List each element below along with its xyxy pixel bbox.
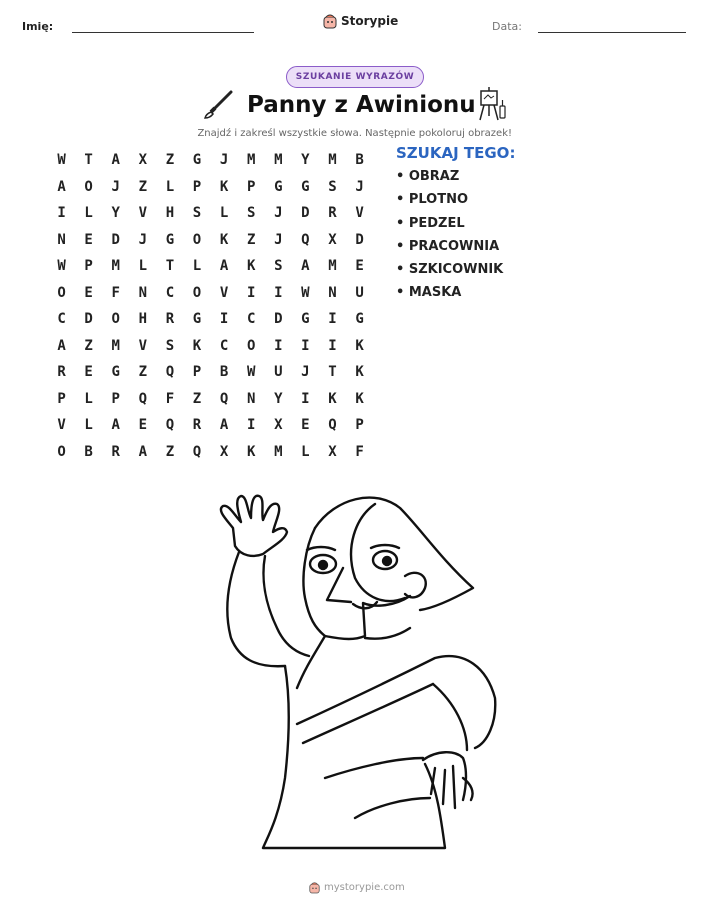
grid-letter[interactable]: J <box>111 178 120 195</box>
grid-letter[interactable]: I <box>57 205 66 222</box>
grid-letter[interactable]: J <box>274 231 283 248</box>
grid-letter[interactable]: O <box>57 284 66 301</box>
grid-letter[interactable]: A <box>57 178 66 195</box>
grid-letter[interactable]: T <box>84 152 93 169</box>
logo-text: Storypie <box>341 14 399 28</box>
grid-letter[interactable]: I <box>274 337 283 354</box>
word-item: • SZKICOWNIK <box>396 262 504 278</box>
word-list <box>396 169 503 309</box>
grid-letter[interactable]: E <box>138 417 148 434</box>
grid-letter[interactable]: B <box>355 152 364 169</box>
grid-letter[interactable]: V <box>57 417 66 434</box>
grid-letter[interactable]: J <box>219 152 229 169</box>
grid-letter[interactable]: F <box>355 443 364 460</box>
grid-letter[interactable]: P <box>111 390 120 407</box>
grid-letter[interactable]: W <box>57 152 66 169</box>
grid-letter[interactable]: L <box>84 417 93 434</box>
grid-letter[interactable]: I <box>219 311 229 328</box>
date-line <box>538 32 686 33</box>
letter-grid[interactable] <box>48 147 373 465</box>
grid-letter[interactable]: L <box>165 178 175 195</box>
word-item: • OBRAZ <box>396 169 460 184</box>
grid-letter[interactable]: O <box>192 231 202 248</box>
grid-letter[interactable]: P <box>355 417 364 434</box>
grid-letter[interactable]: Z <box>84 337 93 354</box>
grid-letter[interactable]: R <box>328 205 337 222</box>
grid-letter[interactable]: N <box>328 284 337 301</box>
grid-letter[interactable]: R <box>165 311 175 328</box>
grid-letter[interactable]: E <box>84 284 93 301</box>
grid-letter[interactable]: Q <box>192 443 202 460</box>
grid-letter[interactable]: T <box>328 364 337 381</box>
paintbrush-icon <box>203 90 235 120</box>
grid-letter[interactable]: O <box>246 337 256 354</box>
grid-letter[interactable]: R <box>111 443 120 460</box>
grid-letter[interactable]: P <box>192 364 202 381</box>
grid-letter[interactable]: M <box>328 258 337 275</box>
grid-letter[interactable]: L <box>192 258 202 275</box>
grid-letter[interactable]: J <box>138 231 148 248</box>
grid-letter[interactable]: Y <box>111 205 120 222</box>
grid-letter[interactable]: G <box>274 178 283 195</box>
grid-letter[interactable]: A <box>219 258 229 275</box>
grid-letter[interactable]: N <box>57 231 66 248</box>
grid-letter[interactable]: B <box>219 364 229 381</box>
grid-letter[interactable]: K <box>355 390 364 407</box>
grid-letter[interactable]: S <box>246 205 256 222</box>
grid-letter[interactable]: Y <box>301 152 310 169</box>
grid-letter[interactable]: X <box>274 417 283 434</box>
grid-letter[interactable]: T <box>165 258 175 275</box>
grid-letter[interactable]: G <box>111 364 120 381</box>
grid-letter[interactable]: E <box>84 231 93 248</box>
grid-letter[interactable]: W <box>301 284 310 301</box>
grid-letter[interactable]: V <box>355 205 364 222</box>
grid-letter[interactable]: P <box>192 178 202 195</box>
grid-letter[interactable]: Z <box>138 364 148 381</box>
grid-letter[interactable]: D <box>111 231 120 248</box>
grid-letter[interactable]: G <box>301 178 310 195</box>
grid-letter[interactable]: Z <box>246 231 256 248</box>
grid-letter[interactable]: C <box>219 337 229 354</box>
grid-letter[interactable]: J <box>274 205 283 222</box>
grid-letter[interactable]: Q <box>165 364 175 381</box>
grid-letter[interactable]: O <box>57 443 66 460</box>
grid-letter[interactable]: N <box>246 390 256 407</box>
footer <box>309 881 405 894</box>
grid-letter[interactable]: Y <box>274 390 283 407</box>
grid-letter[interactable]: P <box>246 178 256 195</box>
grid-letter[interactable]: W <box>246 364 256 381</box>
grid-letter[interactable]: M <box>246 152 256 169</box>
grid-letter[interactable]: D <box>274 311 283 328</box>
word-item: • PEDZEL <box>396 215 465 231</box>
grid-letter[interactable]: E <box>84 364 93 381</box>
grid-letter[interactable]: V <box>138 205 148 222</box>
date-label: Data: <box>492 20 522 33</box>
grid-letter[interactable]: K <box>219 231 229 248</box>
grid-letter[interactable]: M <box>274 152 283 169</box>
grid-letter[interactable]: X <box>328 231 337 248</box>
grid-letter[interactable]: H <box>138 311 148 328</box>
grid-letter[interactable]: K <box>328 390 337 407</box>
grid-letter[interactable]: P <box>57 390 66 407</box>
grid-letter[interactable]: S <box>192 205 202 222</box>
name-line <box>72 32 254 33</box>
grid-letter[interactable]: Q <box>165 417 175 434</box>
grid-letter[interactable]: Q <box>219 390 229 407</box>
grid-letter[interactable]: P <box>84 258 93 275</box>
grid-letter[interactable]: A <box>57 337 66 354</box>
grid-letter[interactable]: R <box>57 364 66 381</box>
grid-letter[interactable]: C <box>246 311 256 328</box>
storypie-logo-icon <box>323 13 337 29</box>
grid-letter[interactable]: I <box>246 417 256 434</box>
grid-letter[interactable]: L <box>301 443 310 460</box>
grid-letter[interactable]: S <box>165 337 175 354</box>
storypie-logo-icon <box>309 881 320 894</box>
grid-letter[interactable]: D <box>301 205 310 222</box>
grid-letter[interactable]: J <box>301 364 310 381</box>
grid-letter[interactable]: B <box>84 443 93 460</box>
grid-letter[interactable]: M <box>274 443 283 460</box>
grid-letter[interactable]: C <box>165 284 175 301</box>
easel-icon <box>476 86 508 122</box>
grid-letter[interactable]: Z <box>138 178 148 195</box>
grid-letter[interactable]: X <box>138 152 148 169</box>
grid-letter[interactable]: I <box>246 284 256 301</box>
grid-letter[interactable]: L <box>84 205 93 222</box>
grid-letter[interactable]: G <box>192 311 202 328</box>
grid-letter[interactable]: K <box>355 337 364 354</box>
grid-letter[interactable]: L <box>138 258 148 275</box>
grid-letter[interactable]: V <box>219 284 229 301</box>
storypie-logo <box>323 13 398 29</box>
grid-letter[interactable]: A <box>111 417 120 434</box>
word-list-title: SZUKAJ TEGO: <box>396 144 516 162</box>
grid-letter[interactable]: I <box>328 311 337 328</box>
grid-letter[interactable]: A <box>111 152 120 169</box>
grid-letter[interactable]: N <box>138 284 148 301</box>
grid-letter[interactable]: W <box>57 258 66 275</box>
grid-letter[interactable]: S <box>328 178 337 195</box>
word-item: • PLOTNO <box>396 192 469 208</box>
grid-letter[interactable]: K <box>219 178 229 195</box>
grid-letter[interactable]: E <box>355 258 364 275</box>
grid-letter[interactable]: I <box>301 337 310 354</box>
grid-letter[interactable]: A <box>301 258 310 275</box>
grid-letter[interactable]: D <box>84 311 93 328</box>
grid-letter[interactable]: K <box>355 364 364 381</box>
grid-letter[interactable]: G <box>165 231 175 248</box>
grid-letter[interactable]: E <box>301 417 310 434</box>
grid-letter[interactable]: U <box>355 284 364 301</box>
grid-letter[interactable]: M <box>111 258 120 275</box>
word-search-badge: SZUKANIE WYRAZÓW <box>286 66 424 88</box>
grid-letter[interactable]: H <box>165 205 175 222</box>
grid-letter[interactable]: A <box>219 417 229 434</box>
instructions: Znajdź i zakreśl wszystkie słowa. Następnie pokoloruj obrazek! <box>197 128 512 139</box>
word-item: • PRACOWNIA <box>396 238 500 254</box>
grid-letter[interactable]: L <box>219 205 229 222</box>
grid-letter[interactable]: D <box>355 231 364 248</box>
grid-letter[interactable]: M <box>111 337 120 354</box>
grid-letter[interactable]: K <box>246 258 256 275</box>
grid-letter[interactable]: X <box>328 443 337 460</box>
coloring-figure-illustration <box>205 488 505 858</box>
grid-letter[interactable]: S <box>274 258 283 275</box>
grid-letter[interactable]: O <box>111 311 120 328</box>
grid-letter[interactable]: Q <box>138 390 148 407</box>
grid-letter[interactable]: Q <box>301 231 310 248</box>
word-item: • MASKA <box>396 285 462 301</box>
grid-letter[interactable]: C <box>57 311 66 328</box>
grid-letter[interactable]: K <box>246 443 256 460</box>
grid-letter[interactable]: F <box>165 390 175 407</box>
grid-letter[interactable]: A <box>138 443 148 460</box>
grid-letter[interactable]: J <box>355 178 364 195</box>
grid-letter[interactable]: K <box>192 337 202 354</box>
grid-letter[interactable]: Q <box>328 417 337 434</box>
grid-letter[interactable]: L <box>84 390 93 407</box>
grid-letter[interactable]: I <box>328 337 337 354</box>
grid-letter[interactable]: I <box>301 390 310 407</box>
grid-letter[interactable]: I <box>274 284 283 301</box>
footer-url[interactable]: mystorypie.com <box>324 882 405 893</box>
grid-letter[interactable]: U <box>274 364 283 381</box>
grid-letter[interactable]: V <box>138 337 148 354</box>
grid-letter[interactable]: G <box>192 152 202 169</box>
grid-letter[interactable]: Z <box>165 152 175 169</box>
grid-letter[interactable]: O <box>192 284 202 301</box>
grid-letter[interactable]: G <box>301 311 310 328</box>
grid-letter[interactable]: R <box>192 417 202 434</box>
grid-letter[interactable]: G <box>355 311 364 328</box>
grid-letter[interactable]: M <box>328 152 337 169</box>
grid-letter[interactable]: X <box>219 443 229 460</box>
grid-letter[interactable]: O <box>84 178 93 195</box>
page-title: Panny z Awinionu <box>247 92 476 118</box>
grid-letter[interactable]: F <box>111 284 120 301</box>
grid-letter[interactable]: Z <box>192 390 202 407</box>
name-label: Imię: <box>22 20 54 33</box>
grid-letter[interactable]: Z <box>165 443 175 460</box>
